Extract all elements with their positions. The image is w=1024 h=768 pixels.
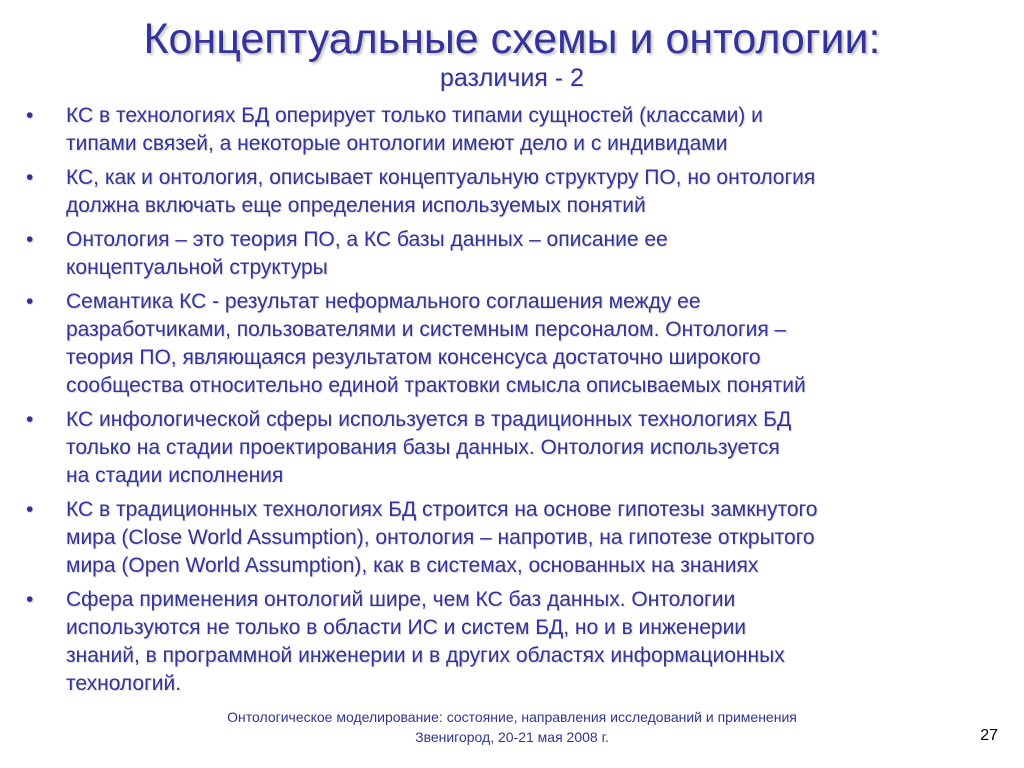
footer-conference: Онтологическое моделирование: состояние, направления исследований и применения <box>227 709 797 725</box>
bullet-item <box>22 496 1002 580</box>
bullet-text-line: КС в технологиях БД оперирует только типами сущностей (классами) и <box>66 104 763 127</box>
bullet-text-line: концептуальной структуры <box>66 256 328 279</box>
bullet-text-line: на стадии исполнения <box>66 464 284 487</box>
bullet-text-line: используются не только в области ИС и систем БД, но и в инженерии <box>66 616 747 639</box>
bullet-text-line: технологий. <box>66 672 182 695</box>
bullet-marker: • <box>26 498 34 521</box>
footer <box>0 707 1024 747</box>
bullet-marker: • <box>26 104 34 127</box>
bullet-text-line: мира (Close World Assumption), онтология – напротив, на гипотезе открытого <box>66 526 815 549</box>
bullet-text-line: должна включать еще определения используемых понятий <box>66 194 646 217</box>
footer-place-date: Звенигород, 20-21 мая 2008 г. <box>415 729 609 745</box>
bullet-item <box>22 164 1002 220</box>
bullet-marker: • <box>26 166 34 189</box>
bullet-text-line: сообщества относительно единой трактовки смысла описываемых понятий <box>66 374 806 397</box>
bullet-item <box>22 226 1002 282</box>
bullet-text-line: Онтология – это теория ПО, а КС базы данных – описание ее <box>66 228 668 251</box>
bullet-text-line: мира (Open World Assumption), как в системах, основанных на знаниях <box>66 554 759 577</box>
bullet-text-line: типами связей, а некоторые онтологии имеют дело и с индивидами <box>66 132 728 155</box>
bullet-marker: • <box>26 588 34 611</box>
bullet-text-line: Семантика КС - результат неформального соглашения между ее <box>66 290 701 313</box>
bullet-marker: • <box>26 408 34 431</box>
bullet-marker: • <box>26 228 34 251</box>
bullet-text-line: только на стадии проектирования базы данных. Онтология используется <box>66 436 780 459</box>
page-number: 27 <box>980 727 998 744</box>
slide-subtitle: различия - 2 <box>440 64 584 92</box>
bullet-item <box>22 288 1002 400</box>
bullet-text-line: КС, как и онтология, описывает концептуальную структуру ПО, но онтология <box>66 166 816 189</box>
bullet-item <box>22 102 1002 158</box>
bullet-item <box>22 586 1002 698</box>
bullet-text-line: теория ПО, являющаяся результатом консенсуса достаточно широкого <box>66 346 761 369</box>
bullet-text-line: знаний, в программной инженерии и в других областях информационных <box>66 644 785 667</box>
bullet-marker: • <box>26 290 34 313</box>
bullet-list <box>22 102 1002 704</box>
bullet-text-line: КС в традиционных технологиях БД строится на основе гипотезы замкнутого <box>66 498 818 521</box>
slide-title: Концептуальные схемы и онтологии: <box>143 15 881 63</box>
bullet-text-line: разработчиками, пользователями и системным персоналом. Онтология – <box>66 318 787 341</box>
bullet-text-line: Сфера применения онтологий шире, чем КС баз данных. Онтологии <box>66 588 736 611</box>
bullet-item <box>22 406 1002 490</box>
bullet-text-line: КС инфологической сферы используется в традиционных технологиях БД <box>66 408 792 431</box>
